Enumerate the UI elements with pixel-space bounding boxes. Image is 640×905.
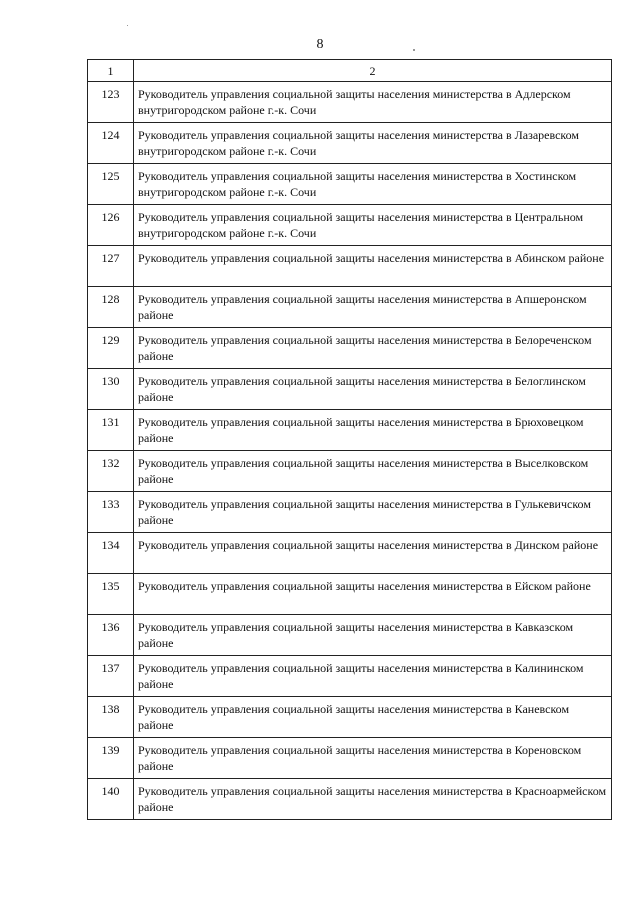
- row-number-cell: 140: [88, 779, 134, 820]
- scan-speck: [127, 25, 128, 26]
- row-position-cell: Руководитель управления социальной защиты населения министерства в Брюховецком районе: [134, 410, 612, 451]
- table-row: [88, 328, 612, 369]
- table-row: [88, 492, 612, 533]
- row-number-cell: 127: [88, 246, 134, 287]
- row-number-cell: 137: [88, 656, 134, 697]
- positions-table: [87, 59, 612, 820]
- row-number-cell: 129: [88, 328, 134, 369]
- row-position-cell: Руководитель управления социальной защиты населения министерства в Каневском районе: [134, 697, 612, 738]
- row-number-cell: 125: [88, 164, 134, 205]
- row-number-cell: 138: [88, 697, 134, 738]
- table-row: [88, 779, 612, 820]
- header-cell-position: 2: [134, 60, 612, 82]
- table-row: [88, 533, 612, 574]
- table-row: [88, 205, 612, 246]
- row-number-cell: 132: [88, 451, 134, 492]
- row-position-cell: Руководитель управления социальной защиты населения министерства в Ейском районе: [134, 574, 612, 615]
- row-position-cell: Руководитель управления социальной защиты населения министерства в Кавказском районе: [134, 615, 612, 656]
- row-position-cell: Руководитель управления социальной защиты населения министерства в Гулькевичском районе: [134, 492, 612, 533]
- table-row: [88, 451, 612, 492]
- row-number-cell: 130: [88, 369, 134, 410]
- row-number-cell: 136: [88, 615, 134, 656]
- row-position-cell: Руководитель управления социальной защиты населения министерства в Белореченском районе: [134, 328, 612, 369]
- row-number-cell: 128: [88, 287, 134, 328]
- row-position-cell: Руководитель управления социальной защиты населения министерства в Динском районе: [134, 533, 612, 574]
- row-position-cell: Руководитель управления социальной защиты населения министерства в Абинском районе: [134, 246, 612, 287]
- scan-mark: [413, 49, 415, 51]
- row-position-cell: Руководитель управления социальной защиты населения министерства в Адлерском внутригородском районе г.-к. Сочи: [134, 82, 612, 123]
- page-number: [0, 37, 640, 53]
- table-row: [88, 410, 612, 451]
- table-row: [88, 164, 612, 205]
- header-cell-number: 1: [88, 60, 134, 82]
- row-number-cell: 131: [88, 410, 134, 451]
- table-row: [88, 123, 612, 164]
- row-position-cell: Руководитель управления социальной защиты населения министерства в Лазаревском внутригородском районе г.-к. Сочи: [134, 123, 612, 164]
- table-row: [88, 656, 612, 697]
- row-position-cell: Руководитель управления социальной защиты населения министерства в Красноармейском районе: [134, 779, 612, 820]
- row-position-cell: Руководитель управления социальной защиты населения министерства в Калининском районе: [134, 656, 612, 697]
- row-position-cell: Руководитель управления социальной защиты населения министерства в Центральном внутригородском районе г.-к. Сочи: [134, 205, 612, 246]
- row-position-cell: Руководитель управления социальной защиты населения министерства в Хостинском внутригородском районе г.-к. Сочи: [134, 164, 612, 205]
- row-position-cell: Руководитель управления социальной защиты населения министерства в Кореновском районе: [134, 738, 612, 779]
- row-position-cell: Руководитель управления социальной защиты населения министерства в Выселковском районе: [134, 451, 612, 492]
- row-number-cell: 133: [88, 492, 134, 533]
- table-row: [88, 615, 612, 656]
- row-number-cell: 123: [88, 82, 134, 123]
- row-position-cell: Руководитель управления социальной защиты населения министерства в Белоглинском районе: [134, 369, 612, 410]
- row-number-cell: 126: [88, 205, 134, 246]
- page-number-value: 8: [316, 37, 324, 52]
- row-number-cell: 134: [88, 533, 134, 574]
- table-row: [88, 287, 612, 328]
- table-row: [88, 574, 612, 615]
- table-row: [88, 738, 612, 779]
- table-header-row: [88, 60, 612, 82]
- table-row: [88, 246, 612, 287]
- table-row: [88, 82, 612, 123]
- table-row: [88, 369, 612, 410]
- row-number-cell: 124: [88, 123, 134, 164]
- row-number-cell: 139: [88, 738, 134, 779]
- table-row: [88, 697, 612, 738]
- row-position-cell: Руководитель управления социальной защиты населения министерства в Апшеронском районе: [134, 287, 612, 328]
- row-number-cell: 135: [88, 574, 134, 615]
